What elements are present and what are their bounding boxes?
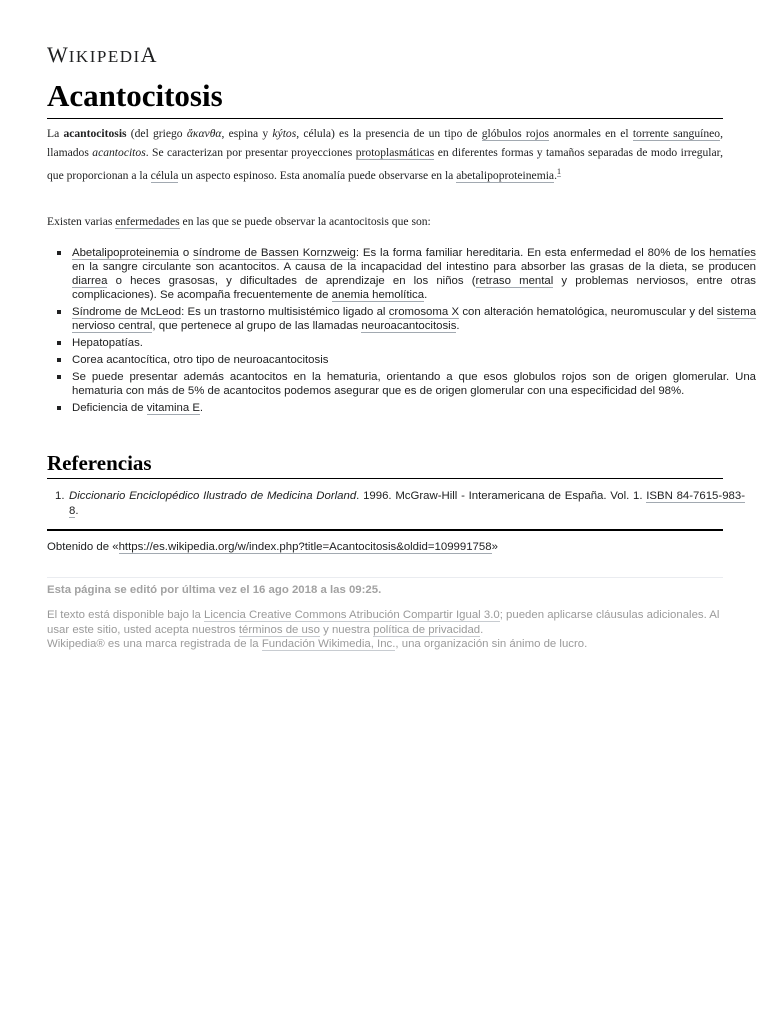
privacy-policy-link[interactable]: política de privacidad <box>373 623 481 636</box>
italic-term: acantocitos <box>92 146 146 159</box>
link-enfermedades[interactable]: enfermedades <box>115 215 180 228</box>
text: . <box>75 505 79 517</box>
reference-number: 1. <box>55 490 65 502</box>
permanent-link[interactable]: https://es.wikipedia.org/w/index.php?title=Acantocitosis&oldid=109991758 <box>118 541 492 553</box>
text: Obtenido de « <box>47 541 119 553</box>
text: , que pertenece al grupo de las llamadas <box>152 320 359 332</box>
wikimedia-foundation-link[interactable]: Fundación Wikimedia, Inc. <box>261 638 396 650</box>
link-globulos-rojos[interactable]: glóbulos rojos <box>481 127 550 140</box>
text: con alteración hematológica, neuromuscular y del <box>462 306 714 318</box>
logo-letters: IKIPEDI <box>68 47 141 66</box>
text: en las que se puede observar la acantocitosis que son: <box>182 215 431 228</box>
diseases-intro <box>47 212 723 231</box>
divider <box>47 529 723 531</box>
reference-item <box>55 489 745 519</box>
list-item <box>72 401 756 415</box>
text: . 1996. McGraw-Hill - Interamericana de España. Vol. 1. <box>356 490 643 502</box>
reference-link[interactable]: 1 <box>557 167 561 176</box>
text: , una organización sin ánimo de lucro. <box>395 638 588 650</box>
license-link[interactable]: Licencia Creative Commons Atribución Compartir Igual 3.0 <box>204 609 500 621</box>
logo-letter: W <box>47 42 69 67</box>
list-item <box>72 246 756 302</box>
text: , célula) es la presencia de un tipo de <box>296 127 478 140</box>
text: . <box>199 402 204 414</box>
text: Deficiencia de <box>72 402 144 414</box>
list-item: Se puede presentar además acantocitos en la hematuria, orientando a que esos globulos rojos son de origen glomerular. Una hematuria con más de 5% de acantocitos podemos asegurar que es de origen glomerular con una especificidad del 98%. <box>72 371 756 397</box>
text: , espina y <box>221 127 269 140</box>
text: . <box>480 623 484 636</box>
text: en la sangre circulante son acantocitos. A causa de la incapacidad del intestino para absorber las grasas de la dieta, se producen <box>72 261 756 273</box>
link-abetalipoproteinemia[interactable]: Abetalipoproteinemia <box>72 247 180 259</box>
text: Wikipedia® es una marca registrada de la <box>47 638 259 650</box>
text: La <box>47 127 60 140</box>
text: ; pueden aplicarse cláusulas adicionales. Al usar este sitio, usted acepta nuestros <box>47 609 720 636</box>
link-neuroacantocitosis[interactable]: neuroacantocitosis <box>361 320 457 332</box>
last-edited: Esta página se editó por última vez el 16 ago 2018 a las 09:25. <box>47 584 382 596</box>
references-list <box>47 489 745 519</box>
text: y nuestra <box>323 623 370 636</box>
text: . <box>424 289 428 301</box>
license-text <box>47 608 737 652</box>
intro-paragraph <box>47 124 723 185</box>
logo-letter: A <box>140 42 158 67</box>
references-heading: Referencias <box>47 450 723 479</box>
text: . <box>456 320 460 332</box>
bold-term: acantocitosis <box>63 127 127 140</box>
link-celula[interactable]: célula <box>150 168 179 182</box>
text: El texto está disponible bajo la <box>47 609 201 621</box>
text: » <box>491 541 498 553</box>
link-sindrome-mcleod[interactable]: Síndrome de McLeod <box>72 306 182 318</box>
link-sistema-nervioso-central[interactable]: sistema nervioso central <box>72 306 757 332</box>
wikipedia-logo[interactable] <box>47 42 158 68</box>
terms-of-use-link[interactable]: términos de uso <box>238 623 320 636</box>
page-title: Acantocitosis <box>47 78 723 119</box>
text: un aspecto espinoso. Esta anomalía puede observarse en la <box>181 168 454 182</box>
list-item: Corea acantocítica, otro tipo de neuroacantocitosis <box>72 353 756 367</box>
text: en diferentes formas y tamaños separadas de modo irregular, que proporcionan a la <box>47 146 723 182</box>
text: o <box>182 247 190 259</box>
retrieved-from <box>47 540 747 555</box>
text: . <box>554 168 557 182</box>
text: : Es un trastorno multisistémico ligado al <box>181 306 386 318</box>
link-diarrea[interactable]: diarrea <box>72 275 108 287</box>
list-item: Hepatopatías. <box>72 336 756 350</box>
link-hematies[interactable]: hematíes <box>709 247 756 259</box>
link-protoplasmaticas[interactable]: protoplasmáticas <box>355 146 435 159</box>
text: anormales en el <box>553 127 629 140</box>
link-cromosoma-x[interactable]: cromosoma X <box>388 306 460 318</box>
link-vitamina-e[interactable]: vitamina E <box>146 402 200 414</box>
link-abetalipoproteinemia[interactable]: abetalipoproteinemia <box>456 168 555 182</box>
text: , llamados <box>47 127 723 159</box>
text: Existen varias <box>47 215 113 228</box>
text: : Es la forma familiar hereditaria. En esta enfermedad el 80% de los <box>355 247 706 259</box>
text: o heces grasosas, y dificultades de aprendizaje en los niños ( <box>115 275 476 287</box>
text: y problemas nerviosos, entre otras complicaciones). Se acompaña frecuentemente de <box>72 275 757 301</box>
footer-divider <box>47 577 723 578</box>
greek-word: ἄκανθα <box>186 127 222 140</box>
reference-title: Diccionario Enciclopédico Ilustrado de Medicina Dorland <box>69 490 357 502</box>
link-anemia-hemolitica[interactable]: anemia hemolítica <box>331 289 425 301</box>
text: . Se caracterizan por presentar proyecciones <box>145 146 353 159</box>
isbn-link[interactable]: ISBN 84-7615-983-8 <box>69 490 745 517</box>
link-retraso-mental[interactable]: retraso mental <box>475 275 554 287</box>
list-item <box>72 305 756 333</box>
link-bassen-kornzweig[interactable]: síndrome de Bassen Kornzweig <box>193 247 356 259</box>
text: (del griego <box>130 127 183 140</box>
link-torrente-sanguineo[interactable]: torrente sanguíneo <box>632 127 721 140</box>
diseases-list <box>47 246 756 418</box>
greek-word: kýtos <box>272 127 297 140</box>
